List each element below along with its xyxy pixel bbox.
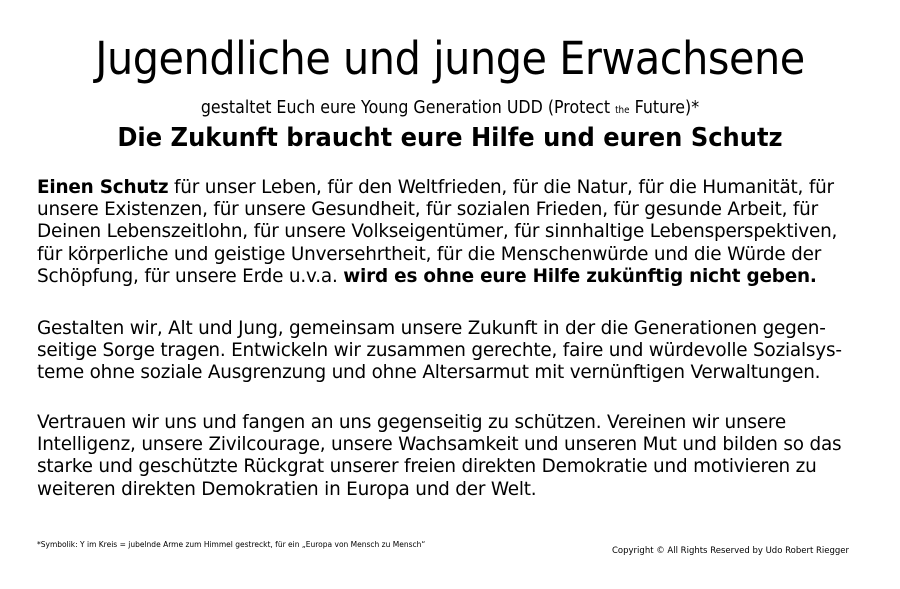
subtitle-part1: gestaltet Euch eure Young Generation UDD (Protect	[200, 97, 616, 118]
paragraph-trust: Vertrauen wir uns und fangen an uns gegenseitig zu schützen. Vereinen wir unsere Intelligenz, unsere Zivilcourage, unsere Wachsamkeit und unseren Mut und bilden so das starke und geschützte Rückgrat unserer freien direkten Demokratie und motivieren zu weiteren direkten Demokratien in Europa und der Welt.	[37, 412, 842, 500]
paragraph-protection-text: für unser Leben, für den Weltfrieden, für die Natur, für die Humanität, für unsere Existenzen, für unsere Gesundheit, für sozialen Frieden, für gesunde Arbeit, für Deinen Lebenszeitlohn, für unsere Volkseigentümer, für sinnhaltige Lebensperspektiven, für körperliche und geistige Unversehrtheit, für die Menschenwürde und die Würde der Schöpfung, für unsere Erde u.v.a.	[37, 177, 838, 287]
tagline: Die Zukunft braucht eure Hilfe und euren Schutz	[117, 123, 783, 153]
paragraph-protection-ending: wird es ohne eure Hilfe zukünftig nicht geben.	[343, 265, 817, 287]
page-title: Jugendliche und junge Erwachsene	[95, 32, 805, 85]
paragraph-protection-lead: Einen Schutz	[37, 177, 169, 198]
footnote: *Symbolik: Y im Kreis = jubelnde Arme zum Himmel gestreckt, für ein „Europa von Mensch zu Mensch“	[37, 540, 426, 549]
paragraph-generations: Gestalten wir, Alt und Jung, gemeinsam unsere Zukunft in der die Generationen gegen-seitige Sorge tragen. Entwickeln wir zusammen gerechte, faire und würdevolle Sozialsys-teme ohne soziale Ausgrenzung und ohne Altersarmut mit vernünftigen Verwaltungen.	[37, 318, 842, 384]
copyright-notice: Copyright © All Rights Reserved by Udo Robert Riegger	[612, 546, 849, 556]
subtitle-part2: Future)*	[629, 97, 700, 118]
paragraph-protection	[37, 177, 863, 288]
subtitle	[54, 99, 846, 117]
subtitle-small-word: the	[615, 105, 630, 116]
